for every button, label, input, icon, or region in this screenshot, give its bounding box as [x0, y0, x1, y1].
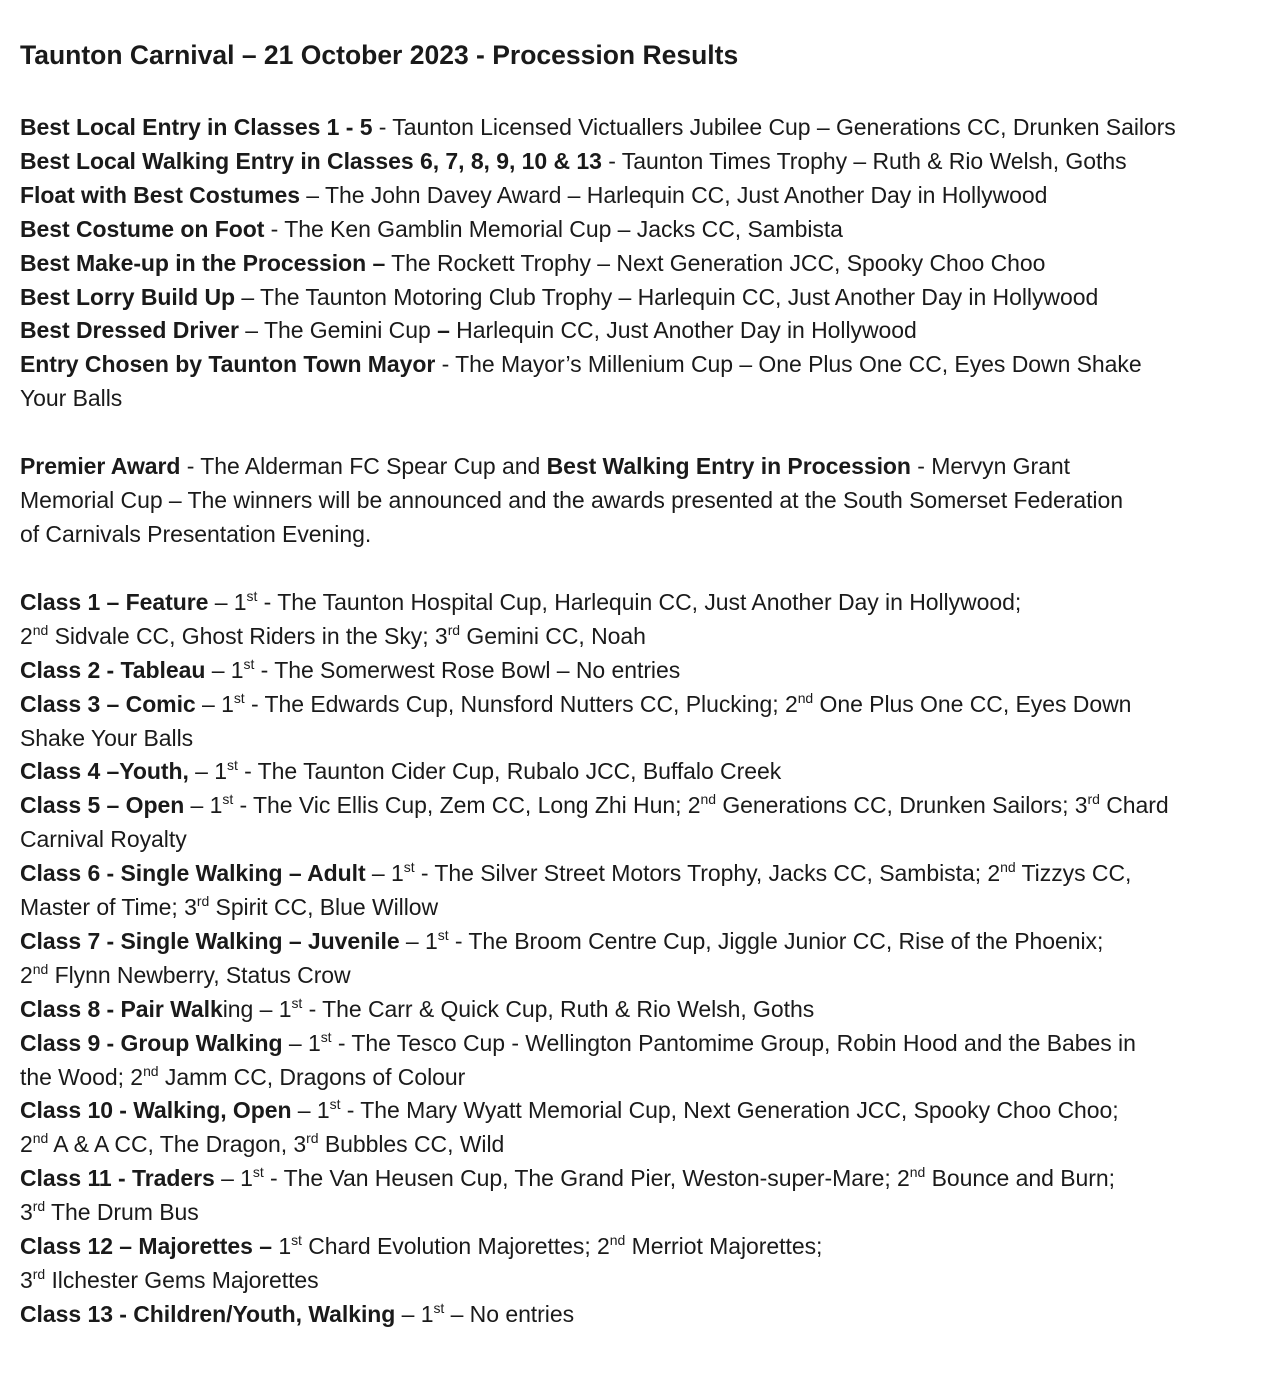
result-text: Bounce and Burn; — [925, 1165, 1115, 1192]
result-line — [20, 382, 1264, 416]
result-text: - The Mayor’s Millenium Cup – One Plus One CC, Eyes Down Shake — [435, 351, 1142, 378]
ordinal-suffix: st — [246, 587, 258, 604]
result-text: ing – 1 — [222, 995, 292, 1022]
result-line — [20, 755, 1264, 789]
ordinal-suffix: nd — [909, 1164, 926, 1181]
result-text: – 1 — [208, 588, 247, 615]
award-heading: Class 2 - Tableau — [20, 656, 206, 683]
ordinal-suffix: nd — [32, 621, 49, 638]
result-text: Chard — [1099, 792, 1169, 819]
result-text: Your Balls — [20, 385, 123, 412]
ordinal-suffix: st — [227, 757, 238, 774]
ordinal-suffix: st — [291, 994, 303, 1011]
result-line — [20, 857, 1264, 891]
result-text: - The Taunton Hospital Cup, Harlequin CC, Just Another Day in Hollywood; — [257, 588, 1022, 615]
award-heading: Best Local Entry in Classes 1 - 5 — [20, 114, 373, 140]
ordinal-suffix: st — [233, 689, 245, 706]
result-line — [20, 1128, 1264, 1162]
result-text: Memorial Cup – The winners will be announced and the awards presented at the South Somerset Federation — [20, 487, 1123, 514]
result-text: - The Carr & Quick Cup, Ruth & Rio Welsh, Goths — [302, 995, 815, 1022]
result-line — [20, 993, 1264, 1027]
result-text: – 1 — [214, 1165, 253, 1192]
result-line — [20, 450, 1264, 484]
ordinal-suffix: st — [329, 1096, 341, 1113]
result-line — [20, 722, 1264, 756]
ordinal-suffix: rd — [447, 621, 461, 638]
result-text: – The Gemini Cup — [238, 317, 438, 344]
award-heading: Class 12 – Majorettes – — [20, 1233, 279, 1260]
ordinal-suffix: rd — [32, 1266, 46, 1282]
ordinal-suffix: nd — [143, 1062, 159, 1079]
result-text: The Rockett Trophy – Next Generation JCC, Spooky Choo Choo — [385, 249, 1046, 276]
result-text: the Wood; 2 — [20, 1063, 144, 1090]
ordinal-suffix: st — [437, 926, 449, 943]
result-line — [20, 247, 1264, 281]
award-heading: Class 7 - Single Walking – Juvenile — [20, 927, 400, 954]
ordinal-suffix: nd — [32, 960, 49, 977]
ordinal-suffix: nd — [797, 689, 814, 706]
ordinal-suffix: rd — [306, 1130, 319, 1147]
result-text: Shake Your Balls — [20, 724, 194, 751]
result-text: - The Mary Wyatt Memorial Cup, Next Generation JCC, Spooky Choo Choo; — [340, 1097, 1119, 1124]
award-heading: Class 13 - Children/Youth, Walking — [20, 1300, 396, 1327]
result-text: One Plus One CC, Eyes Down — [813, 690, 1132, 717]
result-line — [20, 1298, 1264, 1332]
result-text: - The Van Heusen Cup, The Grand Pier, Weston-super-Mare; 2 — [263, 1165, 910, 1192]
result-line — [20, 1196, 1264, 1230]
result-text: – 1 — [291, 1097, 330, 1124]
ordinal-suffix: st — [320, 1028, 332, 1045]
result-line — [20, 213, 1264, 247]
result-text: - The Silver Street Motors Trophy, Jacks CC, Sambista; 2 — [414, 860, 1001, 887]
result-text: – No entries — [444, 1300, 575, 1327]
ordinal-suffix: st — [243, 655, 255, 672]
result-line — [20, 891, 1264, 925]
result-line — [20, 111, 1264, 145]
result-text: – 1 — [365, 860, 404, 887]
special-awards-section — [20, 111, 1264, 416]
award-heading: Class 5 – Open — [20, 792, 185, 819]
result-text: 1 — [278, 1233, 292, 1260]
result-text: Jamm CC, Dragons of Colour — [158, 1063, 466, 1090]
result-text: Merriot Majorettes; — [625, 1233, 823, 1260]
result-line — [20, 518, 1264, 552]
result-text: - The Ken Gamblin Memorial Cup – Jacks CC, Sambista — [264, 215, 843, 242]
award-heading: Class 1 – Feature — [20, 588, 209, 615]
result-text: - The Broom Centre Cup, Jiggle Junior CC, Rise of the Phoenix; — [448, 927, 1104, 954]
ordinal-suffix: st — [433, 1299, 445, 1316]
ordinal-suffix: nd — [32, 1130, 49, 1147]
result-text: – 1 — [195, 690, 234, 717]
document-title: Taunton Carnival – 21 October 2023 - Procession Results — [20, 40, 739, 70]
result-line — [20, 959, 1264, 993]
result-text: Sidvale CC, Ghost Riders in the Sky; 3 — [48, 622, 448, 649]
ordinal-suffix: st — [291, 1232, 302, 1249]
result-text: The Drum Bus — [45, 1199, 199, 1226]
class-results-section — [20, 586, 1264, 1332]
result-line — [20, 823, 1264, 857]
award-heading: Best Make-up in the Procession – — [20, 249, 386, 276]
result-line — [20, 1094, 1264, 1128]
result-text: – 1 — [282, 1029, 321, 1056]
result-text: Spirit CC, Blue Willow — [209, 894, 439, 921]
result-text: – The Taunton Motoring Club Trophy – Harlequin CC, Just Another Day in Hollywood — [235, 283, 1099, 310]
award-heading: Class 9 - Group Walking — [20, 1029, 283, 1056]
result-text: Carnival Royalty — [20, 826, 187, 853]
result-line — [20, 179, 1264, 213]
ordinal-suffix: st — [222, 791, 234, 808]
result-text: - The Edwards Cup, Nunsford Nutters CC, Plucking; 2 — [244, 690, 798, 717]
result-text: - Taunton Times Trophy – Ruth & Rio Welsh, Goths — [601, 147, 1127, 174]
result-text: - The Tesco Cup - Wellington Pantomime Group, Robin Hood and the Babes in — [331, 1029, 1136, 1056]
result-text: Bubbles CC, Wild — [318, 1131, 505, 1158]
result-line — [20, 620, 1264, 654]
result-line — [20, 925, 1264, 959]
award-heading: Float with Best Costumes — [20, 181, 300, 208]
result-text: – 1 — [188, 758, 227, 785]
result-text: – 1 — [205, 656, 244, 683]
result-line — [20, 484, 1264, 518]
award-heading: Class 3 – Comic — [20, 690, 196, 717]
award-heading: Best Local Walking Entry in Classes 6, 7, 8, 9, 10 & 13 — [20, 147, 602, 174]
award-heading: Best Lorry Build Up — [20, 283, 236, 310]
result-text: Gemini CC, Noah — [460, 622, 646, 649]
result-text: A & A CC, The Dragon, 3 — [48, 1131, 307, 1158]
result-text: – 1 — [184, 792, 223, 819]
award-heading: Class 4 –Youth, — [20, 758, 189, 785]
result-text: Ilchester Gems Majorettes — [45, 1267, 319, 1293]
result-text: of Carnivals Presentation Evening. — [20, 520, 372, 547]
ordinal-suffix: rd — [196, 893, 210, 910]
result-text: – 1 — [399, 927, 438, 954]
award-heading: Class 6 - Single Walking – Adult — [20, 860, 366, 887]
award-heading: Premier Award — [20, 453, 181, 480]
result-text: Flynn Newberry, Status Crow — [48, 961, 351, 988]
award-heading: Class 10 - Walking, Open — [20, 1097, 292, 1124]
result-text: Chard Evolution Majorettes; 2 — [301, 1233, 610, 1260]
result-text: 2 — [20, 622, 33, 649]
ordinal-suffix: st — [252, 1164, 264, 1181]
award-heading: Best Dressed Driver — [20, 317, 239, 344]
ordinal-suffix: rd — [32, 1198, 46, 1215]
ordinal-suffix: rd — [1087, 791, 1100, 808]
result-line — [20, 654, 1264, 688]
result-text: - Mervyn Grant — [910, 453, 1070, 480]
result-text: 3 — [20, 1199, 33, 1226]
result-line — [20, 1061, 1264, 1095]
result-text: 3 — [20, 1267, 33, 1293]
result-text: - The Vic Ellis Cup, Zem CC, Long Zhi Hun; 2 — [233, 792, 701, 819]
result-text: Master of Time; 3 — [20, 894, 197, 921]
award-heading: – — [437, 317, 450, 344]
result-text: - The Alderman FC Spear Cup and — [180, 453, 547, 480]
ordinal-suffix: nd — [700, 791, 716, 808]
result-text: Generations CC, Drunken Sailors; 3 — [715, 792, 1088, 819]
award-heading: Best Costume on Foot — [20, 215, 265, 242]
ordinal-suffix: nd — [1000, 859, 1016, 876]
result-line — [20, 281, 1264, 315]
result-text: 2 — [20, 1131, 33, 1158]
result-text: - Taunton Licensed Victuallers Jubilee Cup – Generations CC, Drunken Sailors — [372, 114, 1176, 140]
result-text: Tizzys CC, — [1015, 860, 1132, 887]
result-line — [20, 1027, 1264, 1061]
result-line — [20, 314, 1264, 348]
result-text: - The Somerwest Rose Bowl – No entries — [254, 656, 681, 683]
award-heading: Class 11 - Traders — [20, 1165, 215, 1192]
result-text: Harlequin CC, Just Another Day in Hollywood — [449, 317, 917, 344]
ordinal-suffix: nd — [609, 1232, 626, 1249]
result-text: 2 — [20, 961, 33, 988]
document-body — [20, 111, 1264, 1332]
result-text: – The John Davey Award – Harlequin CC, Just Another Day in Hollywood — [299, 181, 1048, 208]
result-line — [20, 586, 1264, 620]
award-heading: Class 8 - Pair Walk — [20, 995, 223, 1022]
result-line — [20, 145, 1264, 179]
premier-award-section — [20, 450, 1264, 552]
result-text: - The Taunton Cider Cup, Rubalo JCC, Buffalo Creek — [237, 758, 782, 785]
result-line — [20, 348, 1264, 382]
ordinal-suffix: st — [403, 859, 415, 876]
award-heading: Entry Chosen by Taunton Town Mayor — [20, 351, 436, 378]
result-line — [20, 1230, 1264, 1264]
result-line — [20, 789, 1264, 823]
award-heading: Best Walking Entry in Procession — [546, 453, 911, 480]
result-line — [20, 1264, 1264, 1298]
result-line — [20, 688, 1264, 722]
result-line — [20, 1162, 1264, 1196]
result-text: – 1 — [395, 1300, 434, 1327]
